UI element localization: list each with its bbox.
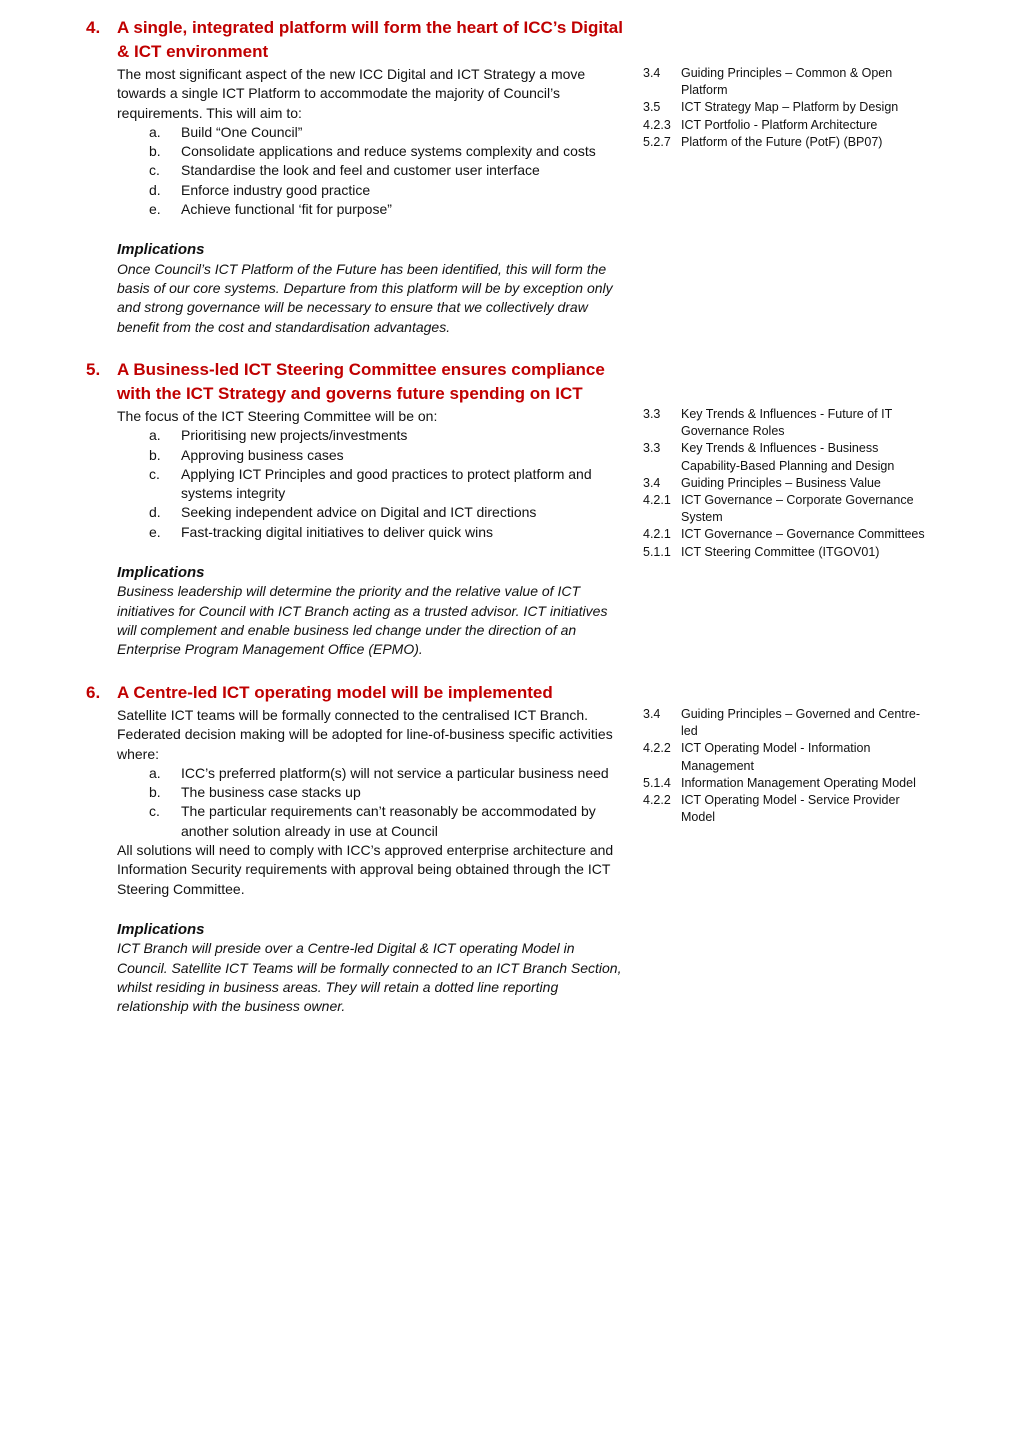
reference-number: 3.3 <box>643 407 661 421</box>
list-text: Consolidate applications and reduce systems complexity and costs <box>181 143 596 160</box>
list-text: Achieve functional ‘fit for purpose” <box>181 201 392 218</box>
list-letter: d. <box>149 181 161 198</box>
implications-title: Implications <box>117 920 205 938</box>
section-6-references <box>643 706 933 826</box>
section-number: 6. <box>86 683 101 702</box>
reference-item <box>643 740 933 774</box>
list-text: Approving business cases <box>181 446 344 463</box>
reference-number: 3.3 <box>643 441 661 456</box>
list-text: Prioritising new projects/investments <box>181 427 408 444</box>
reference-number: 5.1.4 <box>643 775 671 790</box>
section-5-list <box>117 426 627 542</box>
list-text: The particular requirements can’t reasonably be accommodated by another solution already in use at Council <box>181 803 596 839</box>
reference-item <box>643 775 933 792</box>
list-text: Seeking independent advice on Digital and ICT directions <box>181 504 537 521</box>
section-4-list <box>117 123 627 219</box>
implications-text: Business leadership will determine the priority and the relative value of ICT initiatives for Council with ICT Branch acting as a trusted advisor. ICT initiatives will complement and enable business led change under the direction of an Enterprise Program Management Office (EPMO). <box>117 583 608 658</box>
reference-text: ICT Steering Committee (ITGOV01) <box>681 544 880 559</box>
reference-text: ICT Governance – Governance Committees <box>681 527 925 542</box>
reference-number: 4.2.3 <box>643 117 671 132</box>
list-letter: a. <box>149 427 161 444</box>
list-item <box>117 142 627 161</box>
implications-text: ICT Branch will preside over a Centre-led Digital & ICT operating Model in Council. Satellite ICT Teams will be formally connected to an ICT Branch Section, whilst residing in business areas. They will retain a dotted line reporting relationship with the business owner. <box>117 940 622 1015</box>
list-item <box>117 123 627 142</box>
reference-item <box>643 65 933 99</box>
reference-text: Guiding Principles – Business Value <box>681 475 881 490</box>
section-title: A Business-led ICT Steering Committee ensures compliance with the ICT Strategy and governs future spending on ICT <box>117 360 605 403</box>
list-text: Build “One Council” <box>181 123 303 140</box>
reference-text: ICT Strategy Map – Platform by Design <box>681 100 899 115</box>
reference-item <box>643 406 933 440</box>
list-letter: a. <box>149 123 161 140</box>
implications-text: Once Council’s ICT Platform of the Future has been identified, this will form the basis of our core systems. Departure from this platform will be by exception only and strong governance will be necessary to ensure that we collectively draw benefit from the cost and standardisation advantages. <box>117 260 613 335</box>
reference-text: Key Trends & Influences - Business Capability-Based Planning and Design <box>681 441 895 473</box>
section-6-heading <box>86 681 626 705</box>
reference-item <box>643 117 933 134</box>
section-number: 5. <box>86 360 101 379</box>
reference-number: 5.1.1 <box>643 544 671 559</box>
section-6-list <box>117 764 627 841</box>
reference-item <box>643 99 933 116</box>
reference-number: 3.4 <box>643 707 661 721</box>
reference-text: Guiding Principles – Governed and Centre-led <box>681 707 921 739</box>
reference-item <box>643 792 933 826</box>
reference-item <box>643 475 933 492</box>
list-letter: a. <box>149 764 161 781</box>
reference-item <box>643 440 933 474</box>
reference-text: ICT Operating Model - Service Provider Model <box>681 793 900 825</box>
reference-item <box>643 134 933 151</box>
section-4-references <box>643 65 933 151</box>
list-item <box>117 200 627 219</box>
list-item <box>117 523 627 542</box>
reference-number: 4.2.1 <box>643 493 671 508</box>
section-4-heading <box>86 16 626 64</box>
section-4-body <box>117 65 627 337</box>
reference-number: 3.4 <box>643 66 661 80</box>
list-text: Applying ICT Principles and good practices to protect platform and systems integrity <box>181 465 592 502</box>
reference-text: ICT Operating Model - Information Management <box>681 741 871 773</box>
implications-title: Implications <box>117 241 205 259</box>
reference-number: 3.4 <box>643 475 661 490</box>
reference-number: 4.2.1 <box>643 527 671 542</box>
reference-text: Information Management Operating Model <box>681 775 916 790</box>
list-item <box>117 181 627 200</box>
section-outro: All solutions will need to comply with ICC’s approved enterprise architecture and Information Security requirements with approval being obtained through the ICT Steering Committee. <box>117 842 614 897</box>
list-letter: c. <box>149 803 160 820</box>
section-5-references <box>643 406 933 561</box>
reference-text: ICT Governance – Corporate Governance System <box>681 493 914 525</box>
section-title: A single, integrated platform will form the heart of ICC’s Digital & ICT environment <box>117 18 623 61</box>
reference-text: Key Trends & Influences - Future of IT Governance Roles <box>681 407 892 439</box>
section-intro: The focus of the ICT Steering Committee will be on: <box>117 408 438 424</box>
section-6-body <box>117 706 627 1016</box>
section-intro: Satellite ICT teams will be formally connected to the centralised ICT Branch. Federated decision making will be adopted for line-of-business specific activities where: <box>117 707 613 762</box>
list-letter: c. <box>149 465 160 482</box>
list-text: ICC’s preferred platform(s) will not service a particular business need <box>181 764 609 781</box>
list-letter: b. <box>149 784 161 801</box>
list-item <box>117 426 627 445</box>
reference-text: ICT Portfolio - Platform Architecture <box>681 117 878 132</box>
reference-number: 4.2.2 <box>643 741 671 756</box>
reference-number: 5.2.7 <box>643 134 671 149</box>
reference-item <box>643 526 933 543</box>
list-item <box>117 764 627 783</box>
reference-text: Guiding Principles – Common & Open Platform <box>681 66 893 98</box>
reference-item <box>643 706 933 740</box>
list-text: The business case stacks up <box>181 784 361 801</box>
list-letter: b. <box>149 446 161 463</box>
list-item <box>117 783 627 802</box>
list-letter: b. <box>149 143 161 160</box>
list-text: Standardise the look and feel and customer user interface <box>181 162 540 179</box>
list-letter: c. <box>149 162 160 179</box>
section-5-heading <box>86 358 626 406</box>
list-text: Enforce industry good practice <box>181 181 371 198</box>
list-letter: e. <box>149 201 161 218</box>
list-letter: d. <box>149 504 161 521</box>
reference-item <box>643 544 933 561</box>
list-text: Fast-tracking digital initiatives to deliver quick wins <box>181 523 494 540</box>
reference-text: Platform of the Future (PotF) (BP07) <box>681 134 883 149</box>
reference-item <box>643 492 933 526</box>
section-intro: The most significant aspect of the new ICC Digital and ICT Strategy a move towards a single ICT Platform to accommodate the majority of Council’s requirements. This will aim to: <box>117 66 586 121</box>
list-item <box>117 503 627 522</box>
list-letter: e. <box>149 523 161 540</box>
section-5-body <box>117 407 627 660</box>
reference-number: 4.2.2 <box>643 793 671 808</box>
list-item <box>117 161 627 180</box>
list-item <box>117 802 627 841</box>
list-item <box>117 465 627 504</box>
reference-number: 3.5 <box>643 100 661 115</box>
list-item <box>117 446 627 465</box>
implications-title: Implications <box>117 564 205 582</box>
section-title: A Centre-led ICT operating model will be implemented <box>117 683 553 702</box>
section-number: 4. <box>86 18 101 37</box>
